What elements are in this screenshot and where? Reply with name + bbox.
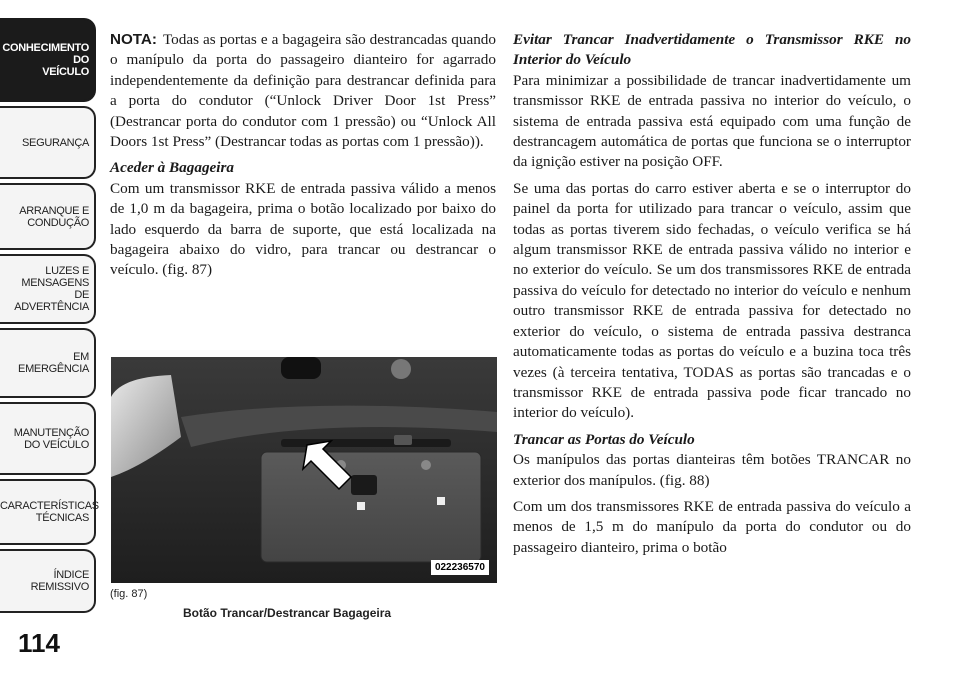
trunk-photo-illustration [111,357,497,583]
note-paragraph [110,30,496,152]
section-heading: Trancar as Portas do Veículo [513,430,695,448]
figure-code: 022236570 [431,560,489,575]
note-label: NOTA: [110,31,157,48]
body-paragraph: Com um transmissor RKE de entrada passiva válido a menos de 1,0 m da bagageira, prima o botão localizado por baixo do lado esquerdo da barra de suporte, que está localizada na bagageira abaixo do vidro, para trancar ou destrancar o veículo. (fig. 87) [110,179,496,279]
chapter-tab-label: VEÍCULO [42,66,89,78]
right-column [513,30,911,564]
chapter-tab-label: EM [73,351,89,363]
chapter-tab-label: REMISSIVO [30,581,89,593]
body-paragraph: Se uma das portas do carro estiver aberta e se o interruptor do painel da porta for utilizado para trancar o veículo, assim que todas as portas tiverem sido fechadas, o veículo verifica se há algum transmissor RKE de entrada passiva válido no interior e no exterior do veículo. Se um dos transmissores RKE de entrada passiva do veículo for detectado no interior do veículo e nenhum outro transmissor RKE de entrada passiva for detectado no exterior do veículo, o sistema de entrada passiva destranca automaticamente todas as portas do veículo e a buzina toca três vezes (à terceira tentativa, TODAS as portas são trancadas e o transmissor RKE de entrada passiva pode ficar trancado no interior do veículo). [513,179,911,422]
chapter-tab-label: TÉCNICAS [35,512,89,524]
chapter-tab[interactable] [0,479,99,545]
body-paragraph: Os manípulos das portas dianteiras têm botões TRANCAR no exterior dos manípulos. (fig. 88) [513,451,911,489]
trunk-button-photo [111,357,497,583]
chapter-tab[interactable] [0,183,96,250]
chapter-tab-label: DE [74,289,89,301]
chapter-tab-label: EMERGÊNCIA [18,363,89,375]
figure-title: Botão Trancar/Destrancar Bagageira [183,606,392,620]
chapter-tab-label: DO [73,54,89,66]
chapter-tab-label: ADVERTÊNCIA [14,301,89,313]
body-paragraph: Com um dos transmissores RKE de entrada passiva do veículo a menos de 1,5 m do manípulo da porta do condutor ou do passageiro dianteiro, prima o botão [513,497,911,556]
chapter-tab[interactable] [0,402,96,475]
body-paragraph: Para minimizar a possibilidade de trancar inadvertidamente um transmissor RKE de entrada passiva no interior do veículo, o sistema de entrada passiva está equipado com uma função de destrancagem automática de portas que funciona se o interruptor da ignição estiver na posição OFF. [513,71,911,171]
chapter-tab-label: CARACTERÍSTICAS [0,500,99,512]
section-heading: Aceder à Bagageira [110,159,235,177]
note-text: Todas as portas e a bagageira são destrancadas quando o manípulo da porta do passageiro dianteiro for agarrado independentemente da definição para destrancar definida para a porta do condutor (“Unlock Driver Door 1st Press” (Destrancar porta do condutor com 1 pressão) ou “Unlock All Doors 1st Press” (Destrancar todas as portas com 1 pressão)). [110,31,496,151]
chapter-tab-label: CONDUÇÃO [27,216,89,229]
chapter-tab[interactable] [0,106,96,179]
chapter-tab-label: CONHECIMENTO [2,42,89,54]
figure-caption: (fig. 87) [110,588,148,600]
chapter-tab-label: ARRANQUE E [19,204,89,217]
section-heading: Evitar Trancar Inadvertidamente o Transmissor RKE no Interior do Veículo [513,31,911,69]
chapter-tab-label: ÍNDICE [53,569,89,581]
chapter-tab-label: MENSAGENS [21,277,89,289]
chapter-tab[interactable] [0,328,96,398]
left-column [110,30,496,287]
chapter-tab-label: SEGURANÇA [22,136,89,149]
chapter-tab-label: LUZES E [45,265,89,277]
chapter-tab-label: MANUTENÇÃO [13,426,89,439]
chapter-tab[interactable] [0,18,96,102]
chapter-tab[interactable] [0,254,96,324]
chapter-tab[interactable] [0,549,96,613]
chapter-tab-label: DO VEÍCULO [24,438,89,451]
page-number: 114 [18,628,60,658]
